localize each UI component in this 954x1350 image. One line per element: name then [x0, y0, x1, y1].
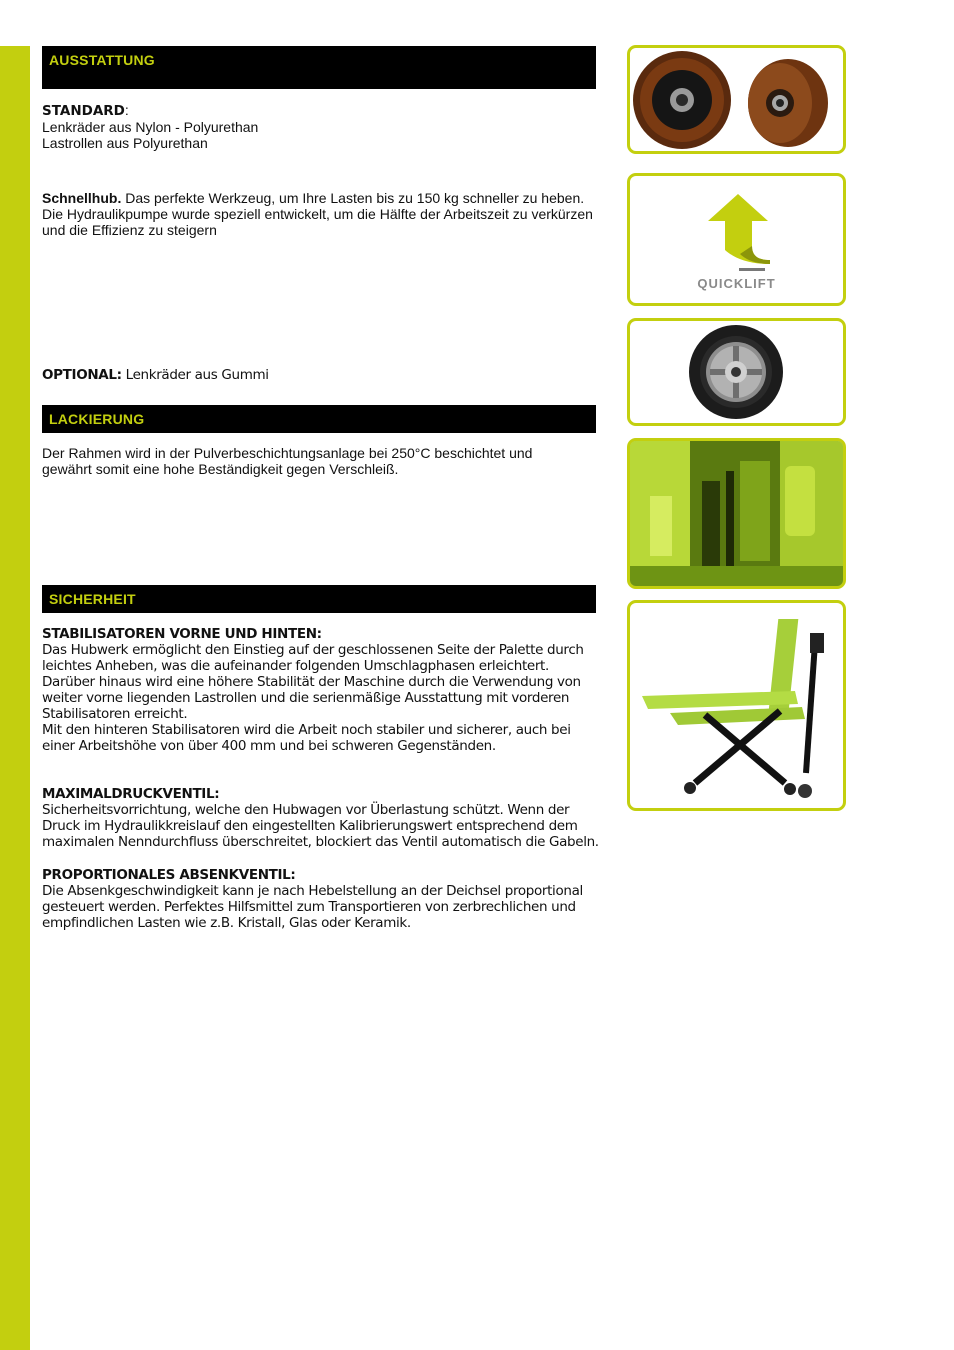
stabilisatoren-line: einer Arbeitshöhe von über 400 mm und bei schweren Gegenständen.	[42, 738, 496, 754]
optional-block	[42, 367, 602, 383]
stabilisatoren-line: leichtes Anheben, was die aufeinander folgenden Umschlagphasen erleichtert.	[42, 658, 549, 674]
proportional-line: empfindlichen Lasten wie z.B. Kristall, Glas oder Keramik.	[42, 915, 411, 931]
stabilisatoren-line: Stabilisatoren erreicht.	[42, 706, 188, 722]
proportional-line: gesteuert werden. Perfektes Hilfsmittel zum Transportieren von zerbrechlichen und	[42, 899, 576, 915]
quicklift-image	[627, 173, 846, 306]
maximaldruck-heading: MAXIMALDRUCKVENTIL:	[42, 786, 220, 802]
section-header-sicherheit: SICHERHEIT	[42, 585, 596, 613]
proportional-block	[42, 867, 602, 931]
maximaldruck-line: maximalen Nenndurchfluss überschreitet, blockiert das Ventil automatisch die Gabeln.	[42, 834, 599, 850]
optional-heading: OPTIONAL:	[42, 367, 122, 383]
pallet-truck-image	[627, 600, 846, 811]
stabilisatoren-line: Das Hubwerk ermöglicht den Einstieg auf der geschlossenen Seite der Palette durch	[42, 642, 584, 658]
proportional-heading: PROPORTIONALES ABSENKVENTIL:	[42, 867, 296, 883]
standard-line-1: Lenkräder aus Nylon - Polyurethan	[42, 119, 259, 135]
maximaldruck-block	[42, 786, 602, 850]
side-accent-bar	[0, 46, 30, 1350]
standard-block: STANDARD: Lenkräder aus Nylon - Polyurethan Lastrollen aus Polyurethan	[42, 102, 602, 151]
maximaldruck-line: Sicherheitsvorrichtung, welche den Hubwagen vor Überlastung schützt. Wenn der	[42, 802, 570, 818]
lackierung-text: Der Rahmen wird in der Pulverbeschichtungsanlage bei 250°C beschichtet und gewährt somit eine hohe Beständigkeit gegen Verschleiß.	[42, 445, 533, 477]
stabilisatoren-line: Mit den hinteren Stabilisatoren wird die Arbeit noch stabiler und sicherer, auch bei	[42, 722, 571, 738]
schnellhub-text: Das perfekte Werkzeug, um Ihre Lasten bis zu 150 kg schneller zu heben. Die Hydraulikpumpe wurde speziell entwickelt, um die Hälfte der Arbeitszeit zu verkürzen und die Effizienz zu steigern	[42, 190, 593, 238]
stabilisatoren-line: Darüber hinaus wird eine höhere Stabilität der Maschine durch die Verwendung von	[42, 674, 581, 690]
section-header-lackierung: LACKIERUNG	[42, 405, 596, 433]
standard-line-2: Lastrollen aus Polyurethan	[42, 135, 208, 151]
quicklift-label: QUICKLIFT	[697, 276, 776, 291]
paint-facility-image	[627, 438, 846, 589]
wheels-polyurethane-image	[627, 45, 846, 154]
optional-text: Lenkräder aus Gummi	[121, 367, 269, 383]
stabilisatoren-block	[42, 626, 602, 754]
stabilisatoren-line: weiter vorne liegenden Lastrollen und die serienmäßige Ausstattung mit vorderen	[42, 690, 570, 706]
schnellhub-block	[42, 190, 598, 238]
stabilisatoren-heading: STABILISATOREN VORNE UND HINTEN:	[42, 626, 322, 642]
maximaldruck-line: Druck im Hydraulikkreislauf den eingestellten Kalibrierungswert entsprechend dem	[42, 818, 578, 834]
rubber-wheel-image	[627, 318, 846, 426]
proportional-line: Die Absenkgeschwindigkeit kann je nach Hebelstellung an der Deichsel proportional	[42, 883, 583, 899]
section-header-ausstattung: AUSSTATTUNG	[42, 46, 596, 89]
standard-heading: STANDARD	[42, 103, 125, 119]
schnellhub-lead: Schnellhub.	[42, 190, 122, 206]
